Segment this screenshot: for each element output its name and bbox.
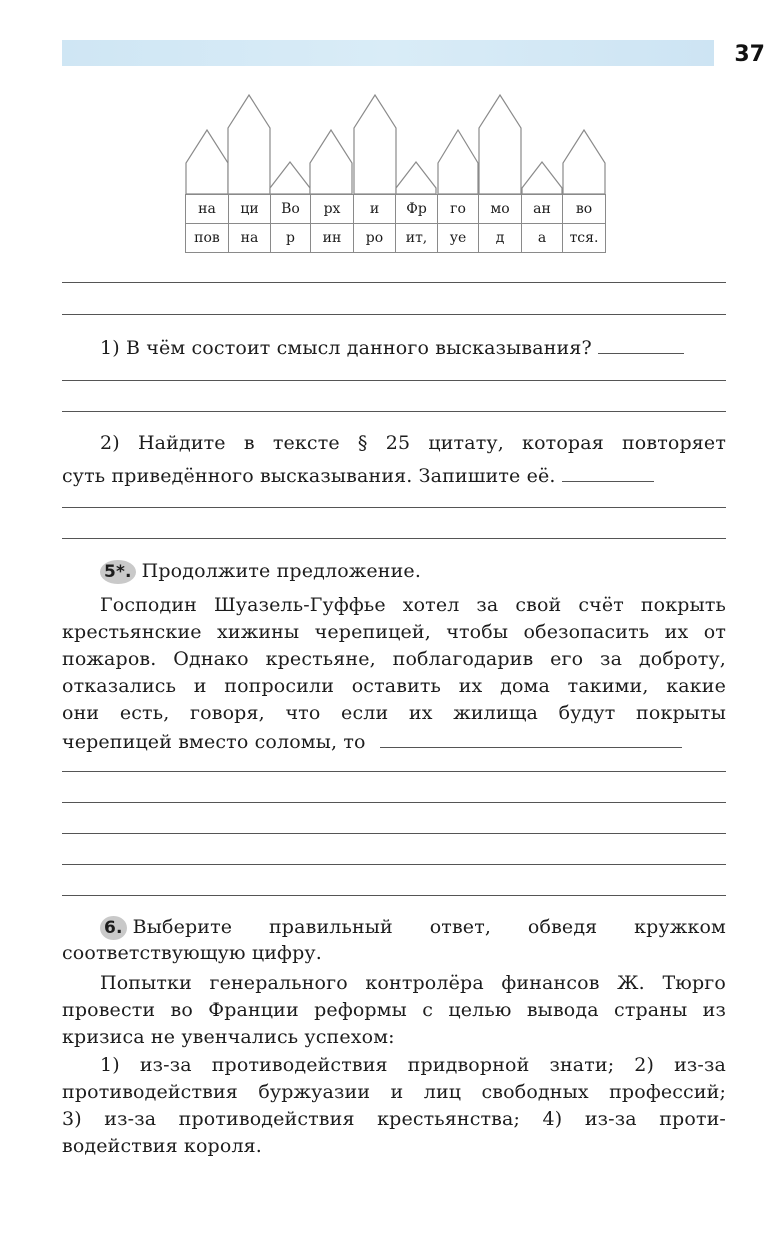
task-5-text-line: пожаров. Однако крестьяне, поблагодарив его за доброту,	[62, 648, 726, 670]
syllable-row-1	[186, 195, 606, 224]
answer-line[interactable]	[62, 282, 726, 283]
question-2-line-2	[62, 459, 726, 492]
answer-line[interactable]	[62, 802, 726, 803]
answer-blank[interactable]	[598, 331, 684, 354]
house-roof-2	[228, 95, 270, 194]
answer-line[interactable]	[62, 507, 726, 508]
syllable-cell: р	[271, 224, 311, 253]
syllable-cell: тся.	[563, 224, 606, 253]
task-5-instruction: Продолжите предложение.	[141, 560, 422, 582]
question-2-line-2-text: суть приведённого высказывания. Запишите её.	[62, 465, 556, 487]
house-roof-7	[438, 130, 478, 194]
answer-line[interactable]	[62, 864, 726, 865]
syllable-grid	[185, 194, 606, 253]
syllable-cell: ин	[311, 224, 354, 253]
question-1-text: 1) В чём состоит смысл данного высказывания?	[100, 337, 592, 359]
answer-line[interactable]	[62, 771, 726, 772]
syllable-cell: д	[479, 224, 522, 253]
task-6-instruction: Выберите правильный ответ, обведя кружком	[132, 916, 726, 938]
syllable-cell: уе	[438, 224, 479, 253]
answer-line[interactable]	[62, 833, 726, 834]
syllable-cell: ит,	[396, 224, 438, 253]
syllable-cell: Во	[271, 195, 311, 224]
task-6-number-badge: 6.	[100, 916, 127, 940]
task-5-number-badge: 5*.	[100, 560, 136, 584]
task-6-body-line: Попытки генерального контролёра финансов Ж. Тюрго	[100, 972, 726, 994]
task-6-option-line[interactable]: 1) из-за противодействия придворной знати; 2) из-за	[100, 1054, 726, 1076]
task-5-text-line: Господин Шуазель-Гуффье хотел за свой счёт покрыть	[100, 594, 726, 616]
syllable-cell: го	[438, 195, 479, 224]
answer-line[interactable]	[62, 380, 726, 381]
task-6-body-line: кризиса не увенчались успехом:	[62, 1026, 395, 1048]
syllable-cell: на	[229, 224, 271, 253]
house-roof-4	[310, 130, 352, 194]
task-6-instruction-line-2: соответствующую цифру.	[62, 942, 322, 964]
task-5-text-line: они есть, говоря, что если их жилища будут покрыты	[62, 702, 726, 724]
question-2-line-1: 2) Найдите в тексте § 25 цитату, которая повторяет	[100, 432, 726, 454]
answer-blank[interactable]	[380, 725, 682, 748]
task-5-last-line	[62, 725, 726, 758]
task-5-text-line: крестьянские хижины черепицей, чтобы обезопасить их от	[62, 621, 726, 643]
house-roof-6	[396, 162, 436, 194]
syllable-cell: на	[186, 195, 229, 224]
answer-line[interactable]	[62, 895, 726, 896]
answer-blank[interactable]	[562, 459, 654, 482]
house-roof-5	[354, 95, 396, 194]
house-roof-1	[186, 130, 228, 194]
syllable-cell: во	[563, 195, 606, 224]
task-5-header	[62, 556, 726, 587]
syllable-cell: и	[354, 195, 396, 224]
syllable-cell: ро	[354, 224, 396, 253]
page-number: 37	[734, 42, 765, 67]
task-5-text-line: отказались и попросили оставить их дома такими, какие	[62, 675, 726, 697]
house-roof-9	[522, 162, 562, 194]
syllable-row-2	[186, 224, 606, 253]
house-roof-3	[270, 162, 310, 194]
task-6-option-line[interactable]: противодействия буржуазии и лиц свободных профессий;	[62, 1081, 726, 1103]
question-1	[62, 331, 726, 364]
syllable-cell: мо	[479, 195, 522, 224]
answer-line[interactable]	[62, 411, 726, 412]
house-roof-10	[563, 130, 605, 194]
syllable-cell: рх	[311, 195, 354, 224]
task-6-body-line: провести во Франции реформы с целью вывода страны из	[62, 999, 726, 1021]
syllable-cell: а	[522, 224, 563, 253]
syllable-cell: Фр	[396, 195, 438, 224]
task-6-option-line[interactable]: 3) из-за противодействия крестьянства; 4) из-за проти-	[62, 1108, 726, 1130]
answer-line[interactable]	[62, 314, 726, 315]
answer-line[interactable]	[62, 538, 726, 539]
house-roof-8	[479, 95, 521, 194]
syllable-cell: ци	[229, 195, 271, 224]
task-6-option-line[interactable]: водействия короля.	[62, 1135, 262, 1157]
task-5-last-line-text: черепицей вместо соломы, то	[62, 731, 366, 753]
syllable-cell: пов	[186, 224, 229, 253]
syllable-cell: ан	[522, 195, 563, 224]
